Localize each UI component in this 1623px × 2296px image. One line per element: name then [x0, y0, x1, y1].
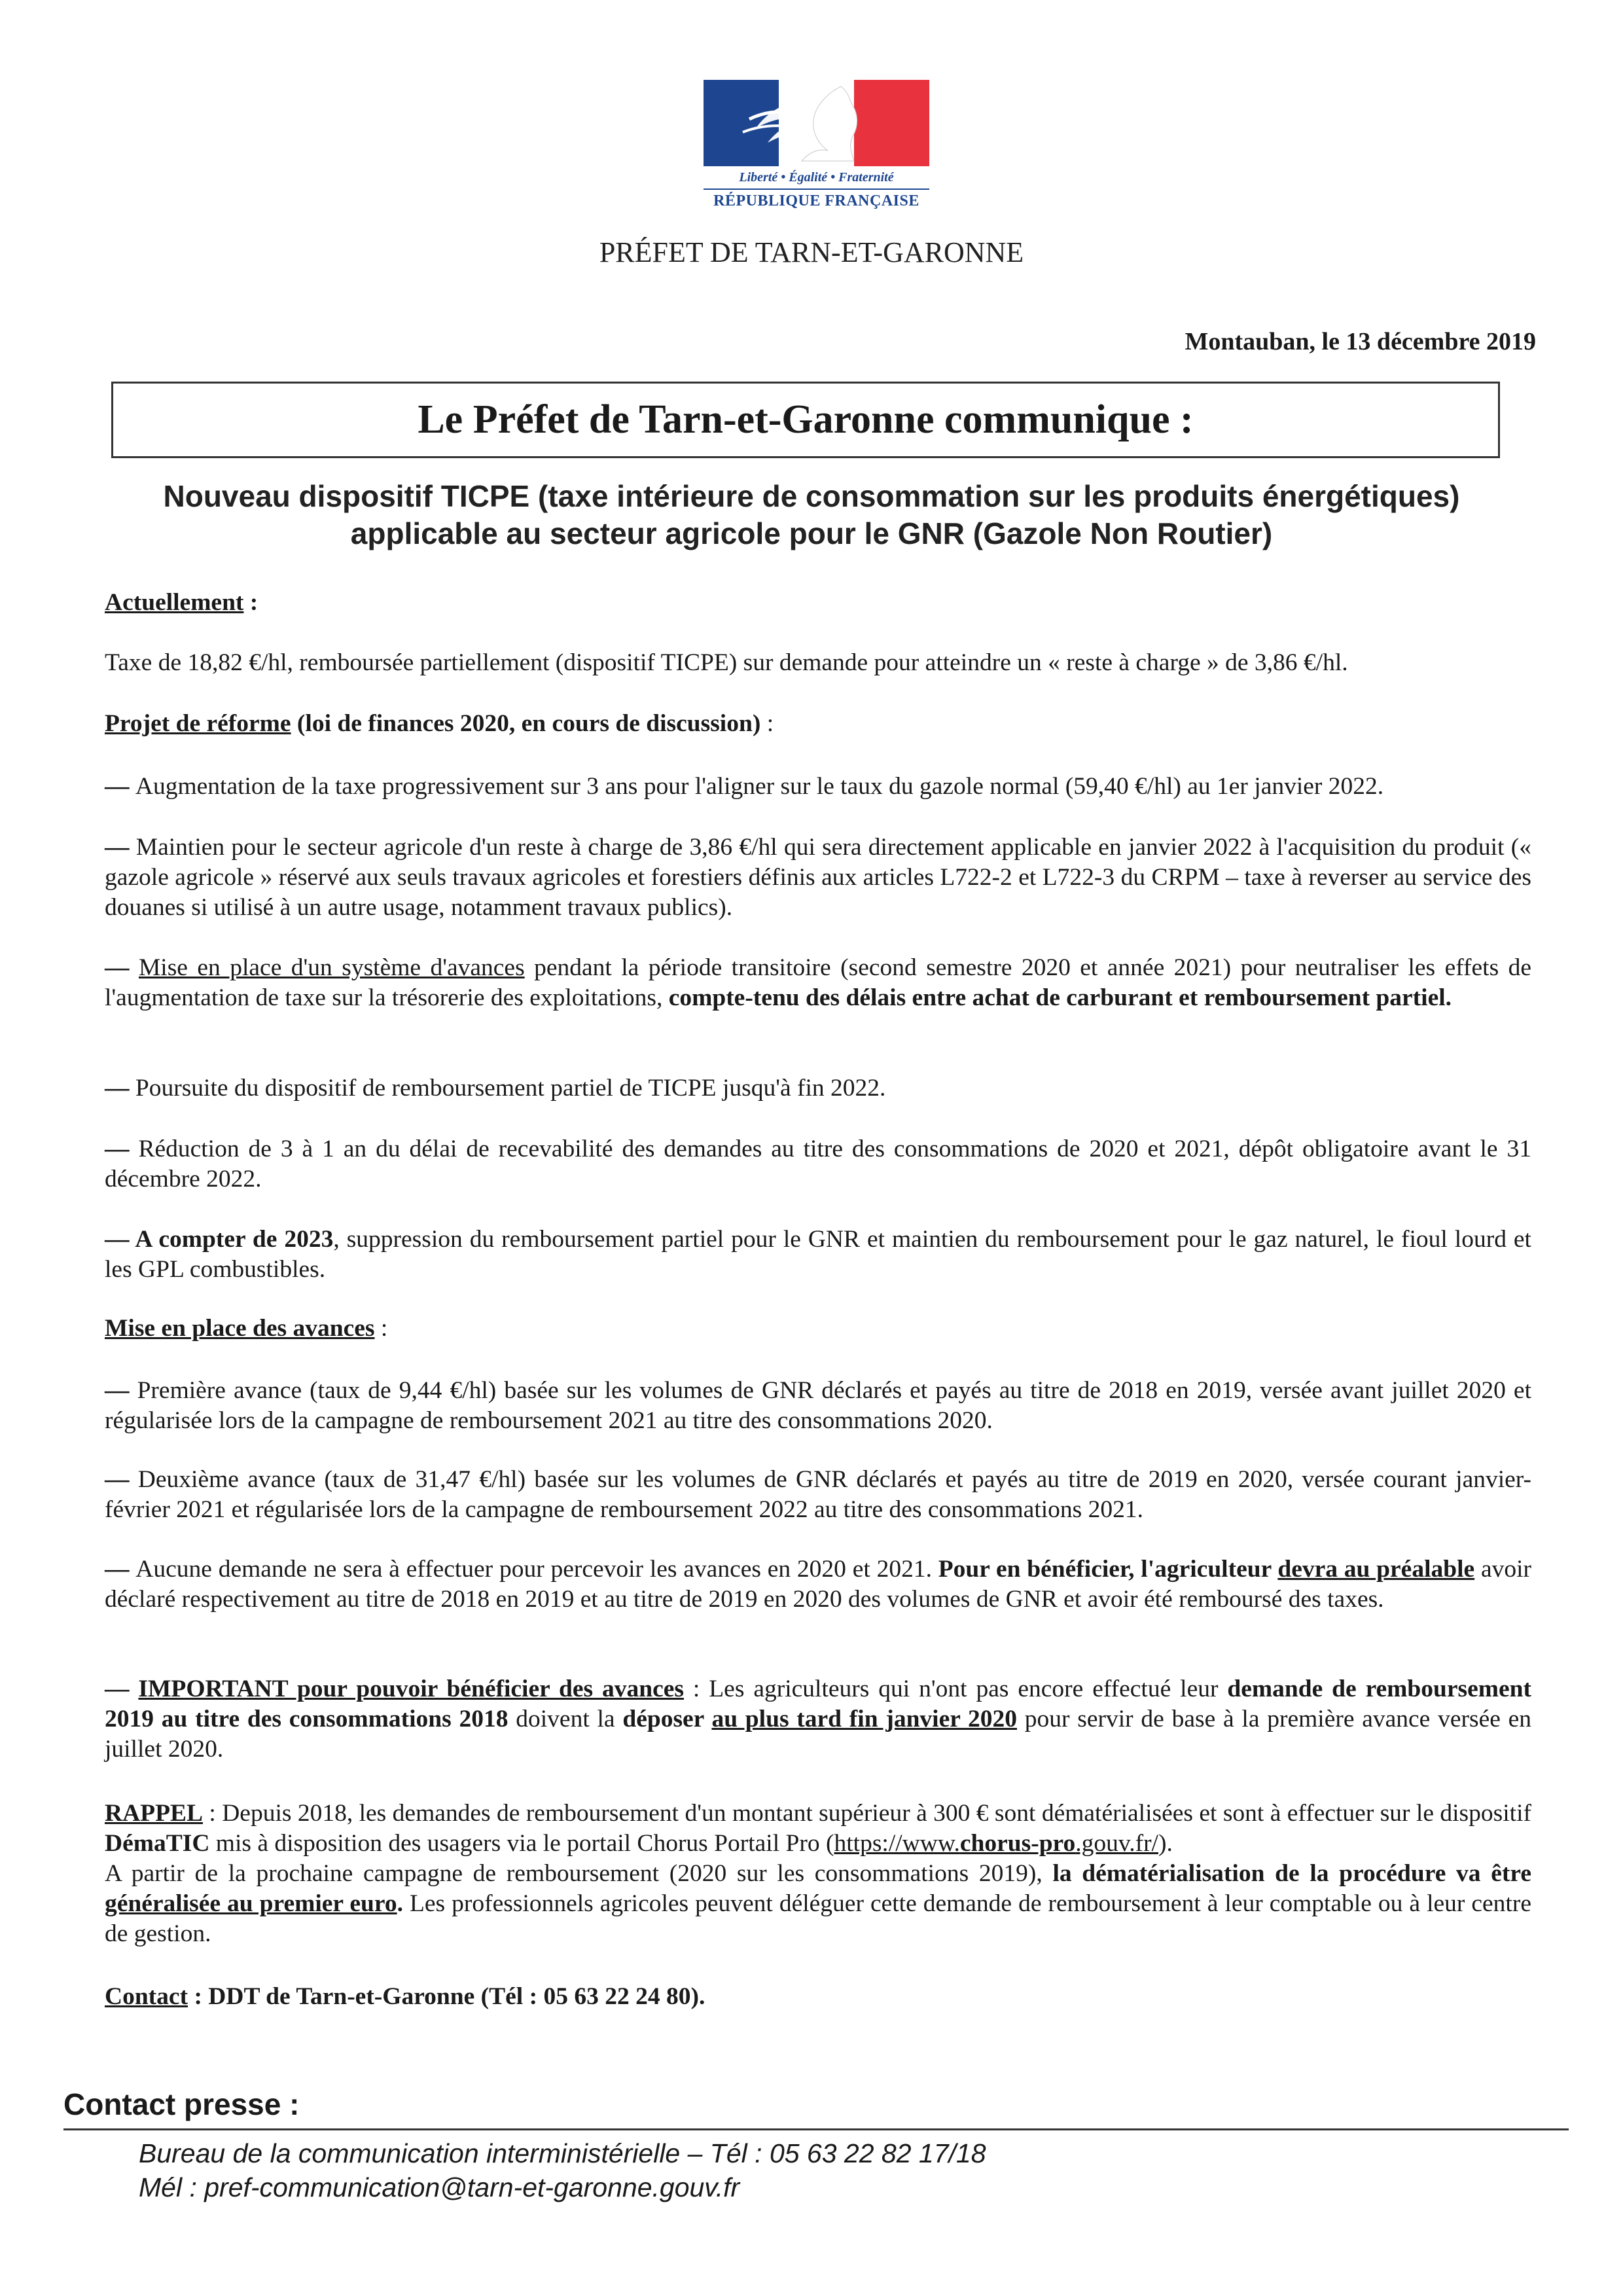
title-box: [111, 382, 1500, 458]
marianne-icon: [704, 80, 929, 166]
press-contact-phone: Bureau de la communication interministérielle – Tél : 05 63 22 82 17/18: [139, 2138, 986, 2168]
rappel-heading: RAPPEL: [105, 1800, 203, 1827]
section-heading-avances: Mise en place des avances :: [105, 1315, 388, 1342]
prefet-label: PRÉFET DE TARN-ET-GARONNE: [599, 236, 1024, 268]
subtitle-line-1: Nouveau dispositif TICPE (taxe intérieure de consommation sur les produits énergétiques): [163, 479, 1460, 513]
dash-bullet: —: [105, 1136, 139, 1162]
subtitle: [85, 478, 1538, 552]
dash-bullet: —: [105, 954, 139, 981]
dash-bullet: —: [105, 1075, 135, 1102]
paragraph-projet-4: — Poursuite du dispositif de remboursement partiel de TICPE jusqu'à fin 2022.: [105, 1075, 886, 1102]
paragraph-projet-5: — Réduction de 3 à 1 an du délai de recevabilité des demandes au titre des consommations de 2020 et 2021, dépôt obligatoire avant le 31 décembre 2022.: [105, 1136, 1531, 1193]
republique-francaise-logo: [704, 80, 929, 214]
paragraph-avances-4: — IMPORTANT pour pouvoir bénéficier des avances : Les agriculteurs qui n'ont pas encore effectué leur demande de remboursement 2019 au titre des consommations 2018 doivent la déposer au plus tard fin janvier 2020 pour servir de base à la première avance versée en juillet 2020.: [105, 1676, 1532, 1763]
date-line: Montauban, le 13 décembre 2019: [1185, 328, 1536, 355]
paragraph-projet-1: — Augmentation de la taxe progressivement sur 3 ans pour l'aligner sur le taux du gazole normal (59,40 €/hl) au 1er janvier 2022.: [105, 773, 1384, 800]
press-contact-email[interactable]: Mél : pref-communication@tarn-et-garonne.gouv.fr: [139, 2172, 740, 2202]
paragraph-contact: Contact : DDT de Tarn-et-Garonne (Tél : 05 63 22 24 80).: [105, 1983, 705, 2010]
section-heading-projet: Projet de réforme (loi de finances 2020, en cours de discussion) :: [105, 710, 774, 737]
paragraph-rappel: RAPPEL : Depuis 2018, les demandes de remboursement d'un montant supérieur à 300 € sont dématérialisées et sont à effectuer sur le dispositif DémaTIC mis à disposition des usagers via le portail Chorus Portail Pro (https://www.chorus-pro.gouv.fr/). A partir de la prochaine campagne de remboursement (2020 sur les consommations 2019), la dématérialisation de la procédure va être généralisée au premier euro. Les professionnels agricoles peuvent déléguer cette demande de remboursement à leur comptable ou à leur centre de gestion.: [105, 1800, 1531, 1947]
page-title: Le Préfet de Tarn-et-Garonne communique :: [418, 397, 1194, 442]
paragraph-avances-2: — Deuxième avance (taux de 31,47 €/hl) basée sur les volumes de GNR déclarés et payés au titre de 2019 en 2020, versée courant janvier-février 2021 et régularisée lors de la campagne de remboursement 2022 au titre des consommations 2021.: [105, 1466, 1532, 1523]
dash-bullet: —: [105, 1676, 139, 1702]
press-divider: [63, 2128, 1569, 2130]
paragraph-projet-6: — A compter de 2023, suppression du remboursement partiel pour le GNR et maintien du remboursement pour le gaz naturel, le fioul lourd et les GPL combustibles.: [105, 1226, 1531, 1283]
dash-bullet: —: [105, 1377, 137, 1404]
dash-bullet: —: [105, 1556, 136, 1583]
logo-rule: [704, 188, 929, 190]
dash-bullet: —: [105, 1226, 135, 1253]
section-heading-actuellement: Actuellement :: [105, 589, 259, 616]
press-contact-heading: Contact presse :: [63, 2087, 300, 2121]
paragraph-avances-1: — Première avance (taux de 9,44 €/hl) basée sur les volumes de GNR déclarés et payés au titre de 2018 en 2019, versée avant juillet 2020 et régularisée lors de la campagne de remboursement 2021 au titre des consommations 2020.: [105, 1377, 1531, 1434]
dash-bullet: —: [105, 834, 136, 861]
paragraph-actuellement: Taxe de 18,82 €/hl, remboursée partiellement (dispositif TICPE) sur demande pour atteindre un « reste à charge » de 3,86 €/hl.: [105, 649, 1348, 676]
chorus-pro-link[interactable]: https://www.chorus-pro.gouv.fr/: [834, 1830, 1158, 1857]
paragraph-avances-3: — Aucune demande ne sera à effectuer pour percevoir les avances en 2020 et 2021. Pour en bénéficier, l'agriculteur devra au préalable avoir déclaré respectivement au titre de 2018 en 2019 et au titre de 2019 en 2020 des volumes de GNR et avoir été remboursé des taxes.: [105, 1556, 1531, 1613]
paragraph-projet-2: — Maintien pour le secteur agricole d'un reste à charge de 3,86 €/hl qui sera directement applicable en janvier 2022 à l'acquisition du produit (« gazole agricole » réservé aux seuls travaux agricoles et forestiers définis aux articles L722-2 et L722-3 du CRPM – taxe à reverser au service des douanes si utilisé à un autre usage, notamment travaux publics).: [105, 834, 1532, 921]
republic-label: RÉPUBLIQUE FRANÇAISE: [713, 192, 919, 209]
paragraph-projet-3: — Mise en place d'un système d'avances pendant la période transitoire (second semestre 2020 et année 2021) pour neutraliser les effets de l'augmentation de taxe sur la trésorerie des exploitations, compte-tenu des délais entre achat de carburant et remboursement partiel.: [105, 954, 1532, 1011]
dash-bullet: —: [105, 1466, 138, 1493]
subtitle-line-2: applicable au secteur agricole pour le GNR (Gazole Non Routier): [350, 516, 1273, 550]
motto: Liberté • Égalité • Fraternité: [739, 170, 894, 185]
dash-bullet: —: [105, 773, 135, 800]
